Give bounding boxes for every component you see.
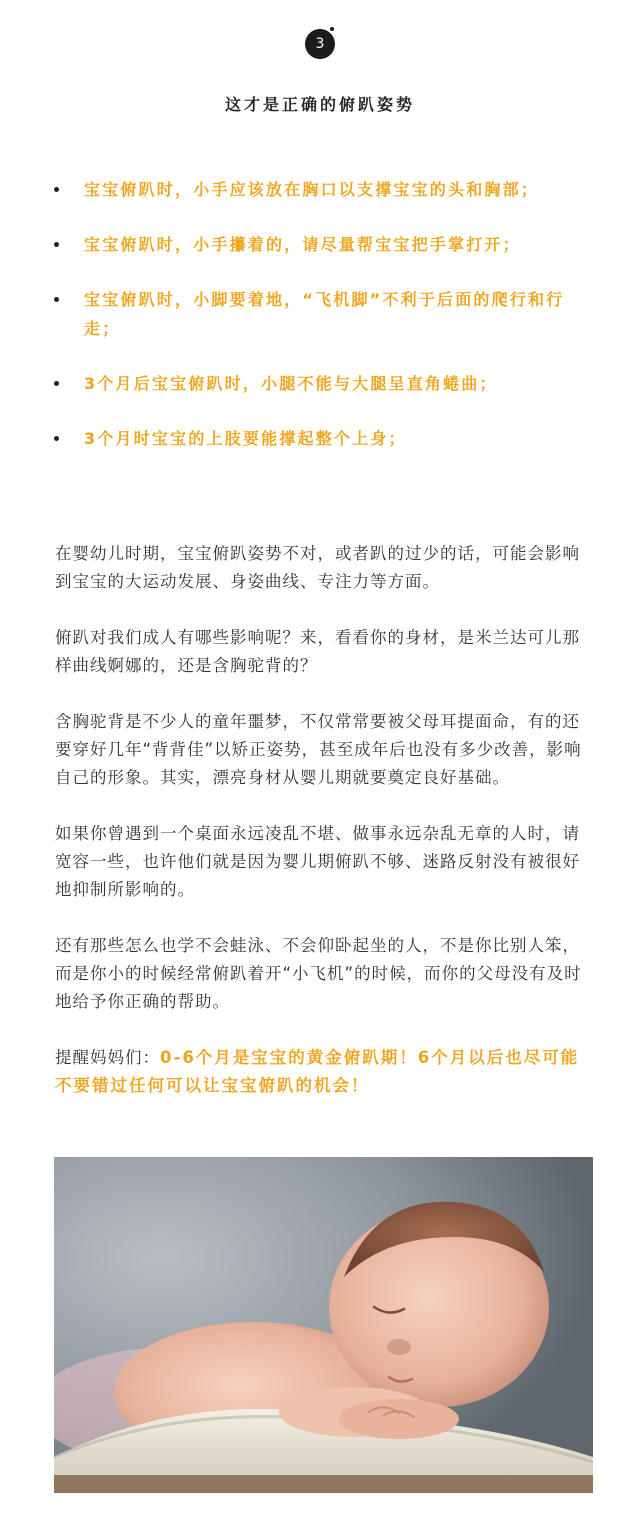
wooden-base bbox=[54, 1475, 593, 1493]
list-item bbox=[52, 175, 597, 204]
list-item-text: 3个月时宝宝的上肢要能撑起整个上身； bbox=[84, 429, 407, 448]
sleeping-baby-photo bbox=[54, 1157, 593, 1493]
baby-illustration bbox=[54, 1157, 593, 1493]
reminder-prefix: 提醒妈妈们： bbox=[55, 1048, 160, 1067]
paragraph: 在婴幼儿时期，宝宝俯趴姿势不对，或者趴的过少的话，可能会影响到宝宝的大运动发展、身姿曲线、专注力等方面。 bbox=[55, 544, 580, 591]
badge-dot bbox=[330, 27, 334, 31]
list-item bbox=[52, 230, 597, 259]
bullet-icon bbox=[54, 381, 59, 386]
baby-hand bbox=[339, 1399, 459, 1439]
paragraph: 俯趴对我们成人有哪些影响呢？来，看看你的身材，是米兰达可儿那样曲线婀娜的，还是含胸驼背的？ bbox=[55, 628, 580, 675]
bullet-icon bbox=[54, 436, 59, 441]
article-body bbox=[55, 540, 595, 1128]
bullet-icon bbox=[54, 187, 59, 192]
list-item-text: 宝宝俯趴时，小手攥着的，请尽量帮宝宝把手掌打开； bbox=[84, 235, 521, 254]
list-item-text: 宝宝俯趴时，小脚要着地，“飞机脚”不利于后面的爬行和行走； bbox=[84, 290, 565, 338]
reminder-paragraph bbox=[55, 1044, 595, 1100]
section-title: 这才是正确的俯趴姿势 bbox=[224, 95, 415, 114]
paragraph: 还有那些怎么也学不会蛙泳、不会仰卧起坐的人，不是你比别人笨，而是你小的时候经常俯趴着开“小飞机”的时候，而你的父母没有及时地给予你正确的帮助。 bbox=[55, 936, 582, 1011]
list-item-text: 3个月后宝宝俯趴时，小腿不能与大腿呈直角蜷曲； bbox=[84, 374, 498, 393]
tips-list bbox=[52, 175, 597, 479]
baby-nose bbox=[387, 1339, 411, 1355]
bullet-icon bbox=[54, 297, 59, 302]
list-item bbox=[52, 424, 597, 453]
list-item bbox=[52, 369, 597, 398]
section-number-badge: 3 bbox=[305, 29, 335, 59]
list-item bbox=[52, 285, 597, 343]
reminder-highlight: 0-6个月是宝宝的黄金俯趴期！6个月以后也尽可能不要错过任何可以让宝宝俯趴的机会！ bbox=[55, 1048, 580, 1095]
paragraph: 如果你曾遇到一个桌面永远凌乱不堪、做事永远杂乱无章的人时，请宽容一些，也许他们就是因为婴儿期俯趴不够、迷路反射没有被很好地抑制所影响的。 bbox=[55, 824, 580, 899]
bullet-icon bbox=[54, 242, 59, 247]
list-item-text: 宝宝俯趴时，小手应该放在胸口以支撑宝宝的头和胸部； bbox=[84, 180, 540, 199]
paragraph: 含胸驼背是不少人的童年噩梦，不仅常常要被父母耳提面命，有的还要穿好几年“背背佳”以矫正姿势，甚至成年后也没有多少改善，影响自己的形象。其实，漂亮身材从婴儿期就要奠定良好基础。 bbox=[55, 712, 582, 787]
